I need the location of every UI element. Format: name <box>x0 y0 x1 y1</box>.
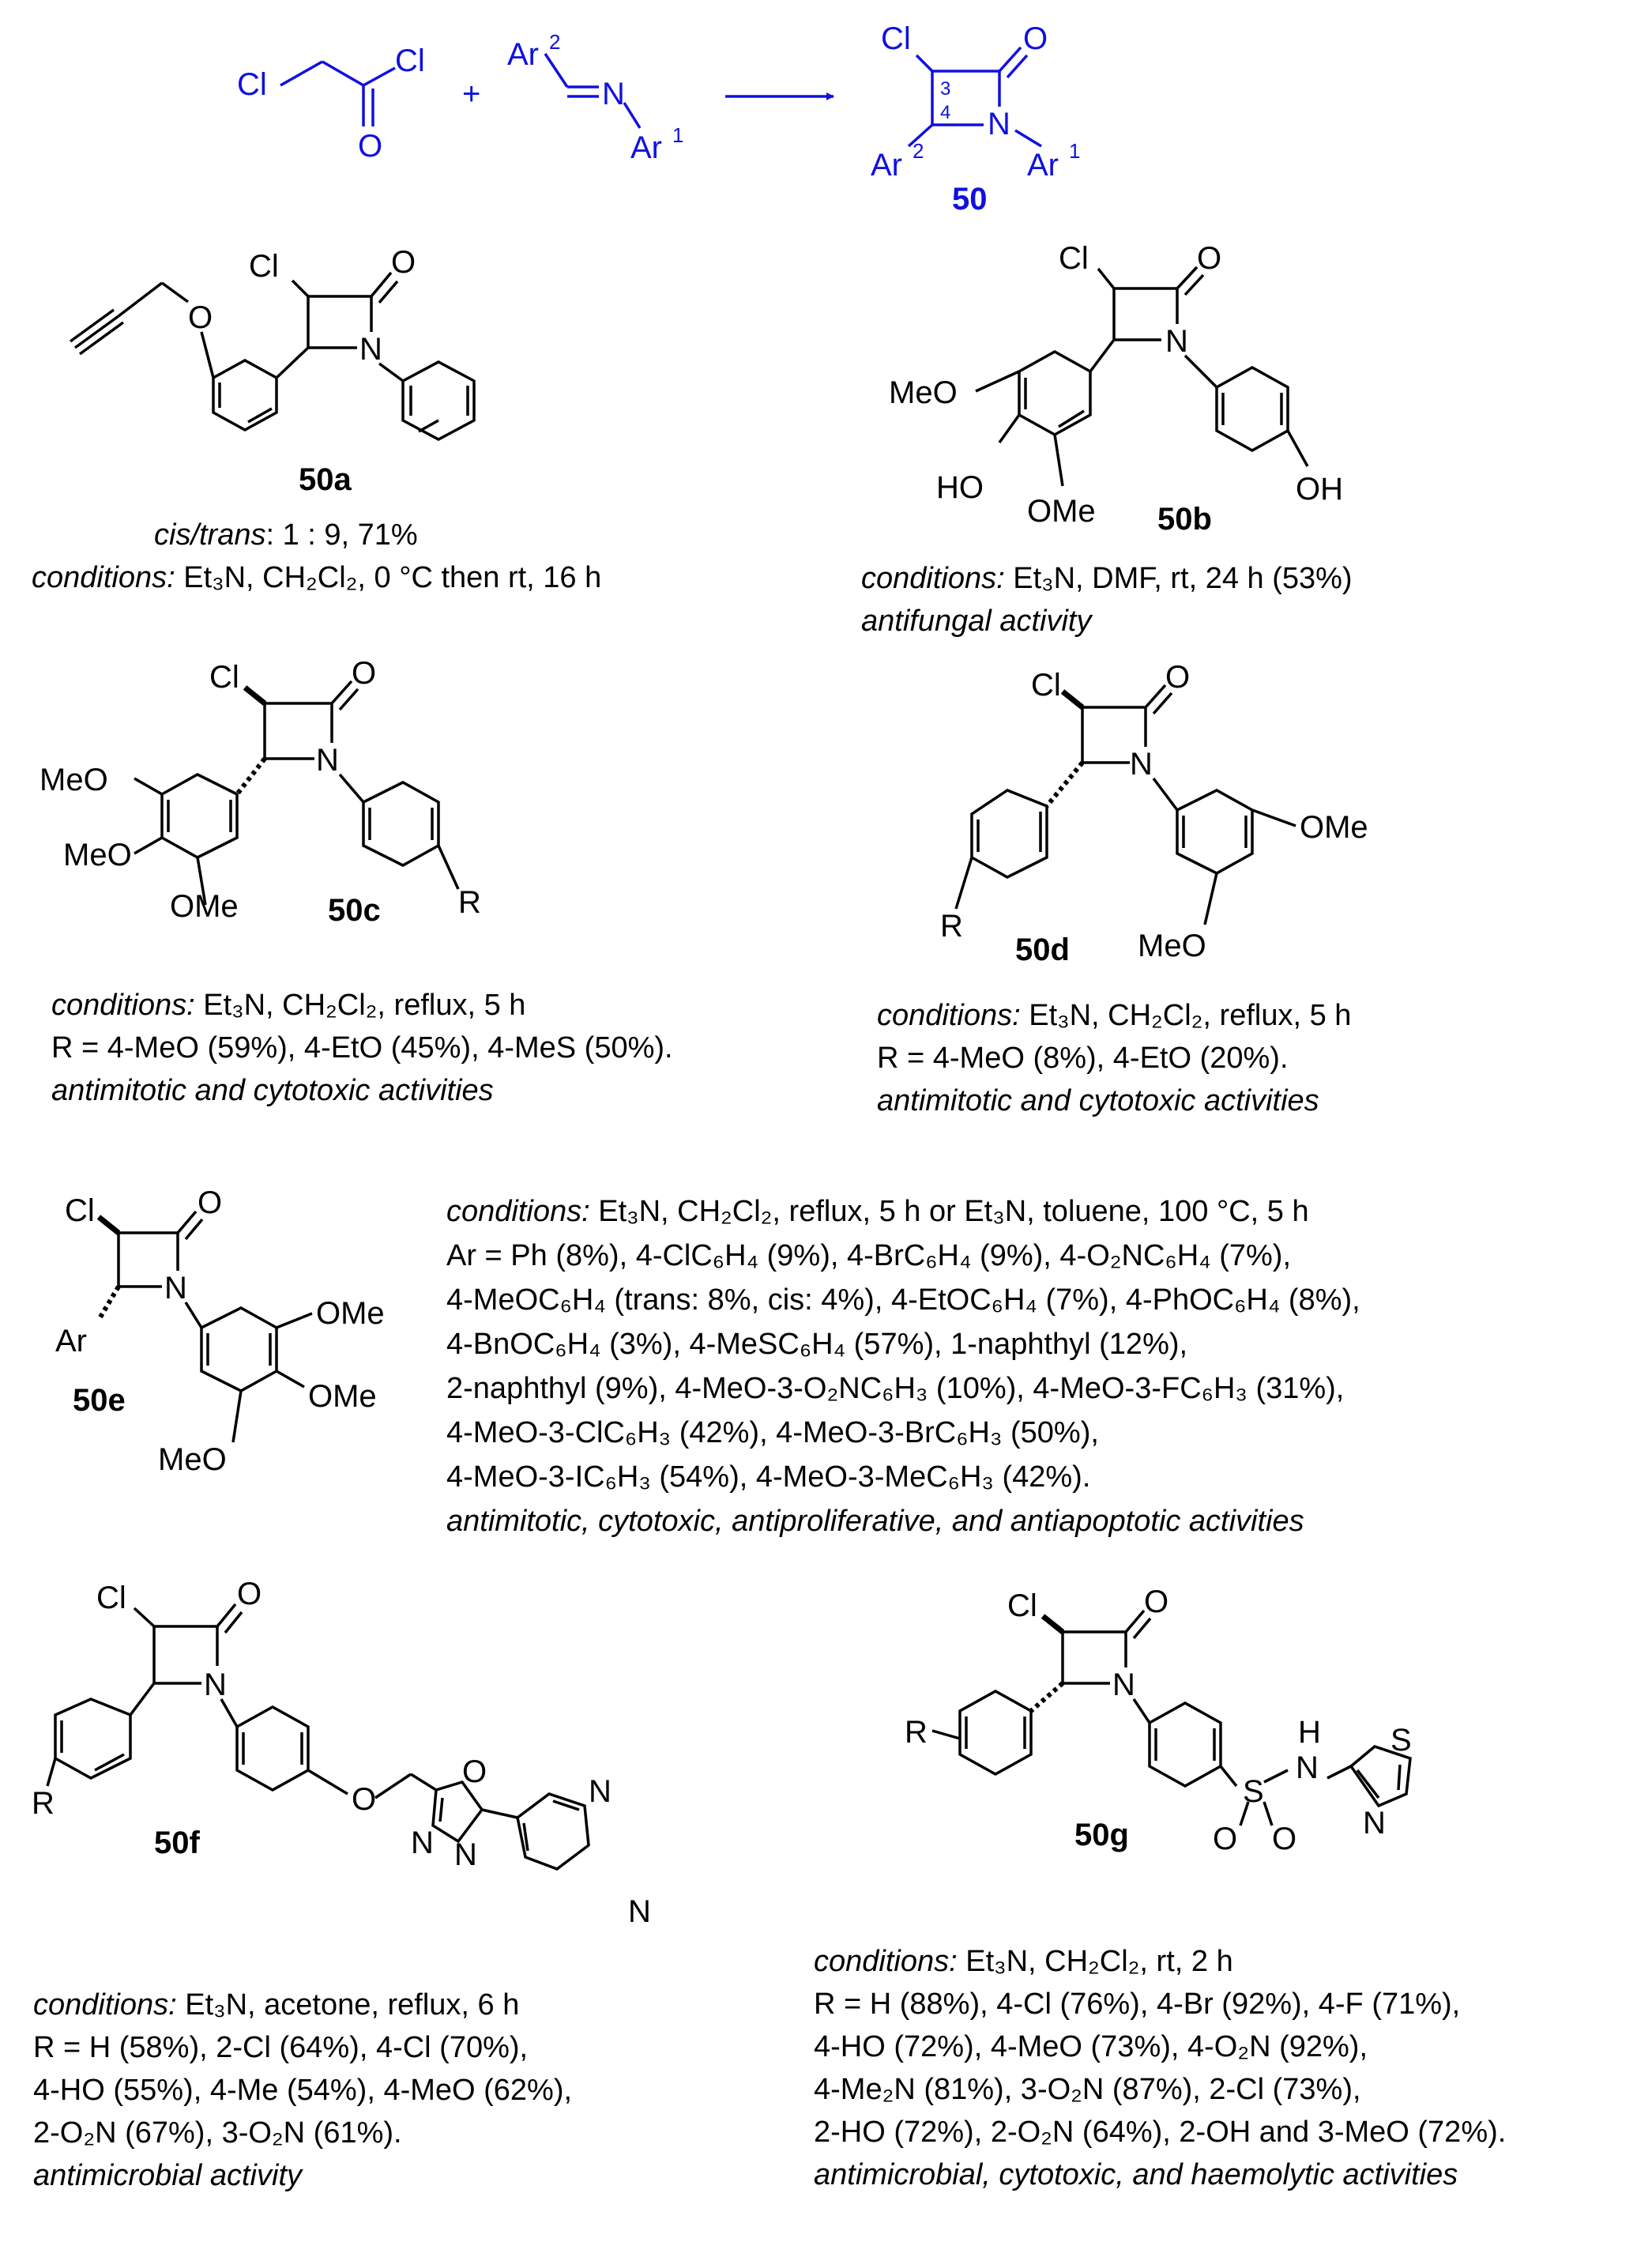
atom-label: Cl <box>1059 241 1089 276</box>
atom-label: O <box>1144 1584 1169 1619</box>
compound-label: 50c <box>328 893 381 928</box>
conditions-label: conditions: <box>51 989 195 1022</box>
conditions-text: Et₃N, CH₂Cl₂, reflux, 5 h <box>1020 999 1352 1032</box>
activity-text: antimitotic and cytotoxic activities <box>51 1074 494 1107</box>
atom-label: N <box>988 107 1010 141</box>
substituent-line: 4-Me₂N (81%), 3-O₂N (87%), 2-Cl (73%), <box>814 2073 1361 2106</box>
atom-label: Ar <box>507 37 539 72</box>
atom-sup: 1 <box>672 123 684 147</box>
caption-50e <box>446 1189 1360 1543</box>
atom-label: N <box>204 1667 227 1702</box>
atom-label: N <box>359 332 382 367</box>
atom-label: O <box>198 1185 223 1220</box>
conditions-label: conditions: <box>32 561 175 594</box>
atom-label: Ar <box>55 1324 87 1358</box>
substituent-line: 4-MeO-3-IC₆H₃ (54%), 4-MeO-3-MeC₆H₃ (42%). <box>446 1460 1091 1494</box>
atom-label: Cl <box>881 21 911 56</box>
atom-label: Ar <box>1027 148 1059 183</box>
caption-50d <box>877 994 1351 1122</box>
conditions-label: conditions: <box>814 1945 958 1978</box>
atom-label: N <box>454 1837 477 1872</box>
conditions-text: Et₃N, CH₂Cl₂, reflux, 5 h or Et₃N, toluene, 100 °C, 5 h <box>589 1195 1309 1228</box>
conditions-text: Et₃N, DMF, rt, 24 h (53%) <box>1004 562 1353 595</box>
atom-label: HO <box>936 470 984 505</box>
atom-label: N <box>589 1774 612 1809</box>
atom-label: R <box>940 909 963 944</box>
atom-label: Cl <box>96 1581 126 1615</box>
atom-label: O <box>352 656 377 691</box>
caption-50f <box>33 1984 572 2197</box>
atom-label: O <box>1023 21 1048 56</box>
plus-sign: + <box>462 77 481 111</box>
position-label: 4 <box>940 102 951 123</box>
conditions-label: conditions: <box>33 1988 177 2022</box>
atom-label: Cl <box>249 249 279 284</box>
atom-label: O <box>1165 660 1191 695</box>
caption-50a <box>32 514 601 599</box>
atom-label: N <box>1112 1667 1135 1702</box>
structure-50e <box>99 1211 312 1442</box>
conditions-label: conditions: <box>446 1195 590 1228</box>
structure-50b-labels <box>889 241 1343 537</box>
r-substituents: R = 4-MeO (59%), 4-EtO (45%), 4-MeS (50%). <box>51 1031 673 1064</box>
structure-50d-labels <box>940 660 1368 967</box>
activity-text: antimicrobial, cytotoxic, and haemolytic activities <box>814 2158 1458 2191</box>
atom-label: R <box>905 1715 928 1750</box>
conditions-text: Et₃N, CH₂Cl₂, rt, 2 h <box>957 1945 1233 1978</box>
atom-label: N <box>628 1894 651 1929</box>
atom-label: O <box>1197 241 1222 276</box>
caption-50c <box>51 984 673 1112</box>
atom-label: O <box>352 1782 377 1817</box>
caption-50b <box>861 557 1353 642</box>
atom-label: O <box>358 129 383 164</box>
structure-50e-labels <box>55 1185 385 1477</box>
atom-sup: 2 <box>549 30 561 54</box>
atom-label: H <box>1298 1715 1321 1750</box>
atom-label: OH <box>1296 472 1343 507</box>
structure-50f <box>47 1604 589 1869</box>
atom-label: O <box>391 245 416 280</box>
substituent-line: R = H (88%), 4-Cl (76%), 4-Br (92%), 4-F (71%), <box>814 1988 1461 2021</box>
activity-text: antifungal activity <box>861 605 1092 638</box>
activity-text: antimitotic and cytotoxic activities <box>877 1084 1319 1117</box>
atom-label: N <box>1165 324 1188 359</box>
position-label: 3 <box>940 78 951 100</box>
caption-50g <box>814 1940 1506 2196</box>
substituent-line: 2-naphthyl (9%), 4-MeO-3-O₂NC₆H₃ (10%), 4-MeO-3-FC₆H₃ (31%), <box>446 1372 1345 1405</box>
atom-label: N <box>411 1826 434 1860</box>
substituent-line: 4-MeO-3-ClC₆H₃ (42%), 4-MeO-3-BrC₆H₃ (50%), <box>446 1416 1099 1449</box>
beta-lactam-product <box>909 47 1041 146</box>
atom-label: R <box>32 1786 55 1821</box>
substituent-line: R = H (58%), 2-Cl (64%), 4-Cl (70%), <box>33 2031 529 2064</box>
structure-50d <box>956 685 1296 925</box>
atom-sup: 1 <box>1069 139 1081 163</box>
atom-label: OMe <box>1300 810 1368 845</box>
substituent-line: 2-HO (72%), 2-O₂N (64%), 2-OH and 3-MeO (72%). <box>814 2116 1507 2149</box>
compound-label: 50b <box>1157 502 1212 537</box>
atom-label: OMe <box>170 889 239 924</box>
atom-label: Cl <box>1031 668 1061 703</box>
atom-label: OMe <box>1027 494 1096 529</box>
atom-label: MeO <box>40 763 108 797</box>
atom-label: O <box>1213 1822 1238 1856</box>
atom-label: Cl <box>395 43 425 78</box>
compound-label: 50e <box>73 1383 126 1418</box>
atom-label: R <box>458 885 481 920</box>
atom-label: O <box>462 1754 487 1789</box>
atom-label: MeO <box>1138 929 1206 963</box>
compound-label: 50a <box>299 462 352 497</box>
r-substituents: R = 4-MeO (8%), 4-EtO (20%). <box>877 1042 1289 1075</box>
compound-label: 50 <box>952 182 988 217</box>
activity-text: antimitotic, cytotoxic, antiproliferative, and antiapoptotic activities <box>446 1505 1304 1538</box>
atom-label: N <box>602 77 625 111</box>
substituent-line: 2-O₂N (67%), 3-O₂N (61%). <box>33 2116 402 2150</box>
atom-label: OMe <box>316 1296 385 1331</box>
structure-50f-labels <box>32 1577 651 1929</box>
structure-50b <box>976 267 1308 486</box>
atom-sup: 2 <box>913 139 924 163</box>
atom-label: MeO <box>889 375 958 410</box>
ratio-yield: : 1 : 9, 71% <box>265 518 418 552</box>
substituent-line: 4-BnOC₆H₄ (3%), 4-MeSC₆H₄ (57%), 1-naphthyl (12%), <box>446 1328 1188 1361</box>
structure-50g-labels <box>905 1584 1412 1856</box>
compound-label: 50d <box>1015 933 1070 967</box>
atom-label: O <box>188 300 213 335</box>
cis-trans-label: cis/trans <box>154 518 266 552</box>
atom-label: N <box>1363 1806 1386 1841</box>
structure-50c <box>134 681 458 905</box>
activity-text: antimicrobial activity <box>33 2159 302 2192</box>
substituent-line: 4-HO (55%), 4-Me (54%), 4-MeO (62%), <box>33 2074 573 2107</box>
atom-label: O <box>237 1577 262 1611</box>
imine <box>545 54 640 128</box>
structure-50g <box>932 1611 1410 1826</box>
conditions-label: conditions: <box>877 999 1021 1032</box>
atom-label: OMe <box>308 1379 377 1414</box>
conditions-text: Et₃N, acetone, reflux, 6 h <box>176 1988 520 2022</box>
compound-label: 50g <box>1074 1818 1129 1852</box>
atom-label: Cl <box>1007 1588 1037 1623</box>
atom-label: N <box>1296 1750 1319 1785</box>
conditions-text: Et₃N, CH₂Cl₂, reflux, 5 h <box>194 989 526 1022</box>
atom-label: MeO <box>63 838 132 872</box>
chloroacetyl-chloride <box>280 62 395 126</box>
atom-label: N <box>1130 747 1153 782</box>
atom-label: S <box>1390 1723 1412 1758</box>
atom-label: Cl <box>209 660 239 695</box>
atom-label: Ar <box>871 148 902 183</box>
structure-50a <box>70 273 474 439</box>
compound-label: 50f <box>154 1826 200 1860</box>
atom-label: MeO <box>158 1442 227 1477</box>
atom-label: S <box>1243 1774 1264 1809</box>
atom-label: Ar <box>630 130 662 165</box>
substituent-line: 4-HO (72%), 4-MeO (73%), 4-O₂N (92%), <box>814 2030 1368 2063</box>
substituent-line: Ar = Ph (8%), 4-ClC₆H₄ (9%), 4-BrC₆H₄ (9%), 4-O₂NC₆H₄ (7%), <box>446 1239 1292 1272</box>
atom-label: Cl <box>65 1193 95 1228</box>
atom-label: N <box>316 743 339 778</box>
conditions-text: Et₃N, CH₂Cl₂, 0 °C then rt, 16 h <box>175 561 602 594</box>
atom-label: O <box>1272 1822 1297 1856</box>
conditions-label: conditions: <box>861 562 1005 595</box>
atom-label: Cl <box>237 67 267 102</box>
atom-label: N <box>164 1271 187 1306</box>
substituent-line: 4-MeOC₆H₄ (trans: 8%, cis: 4%), 4-EtOC₆H₄ (7%), 4-PhOC₆H₄ (8%), <box>446 1283 1360 1317</box>
